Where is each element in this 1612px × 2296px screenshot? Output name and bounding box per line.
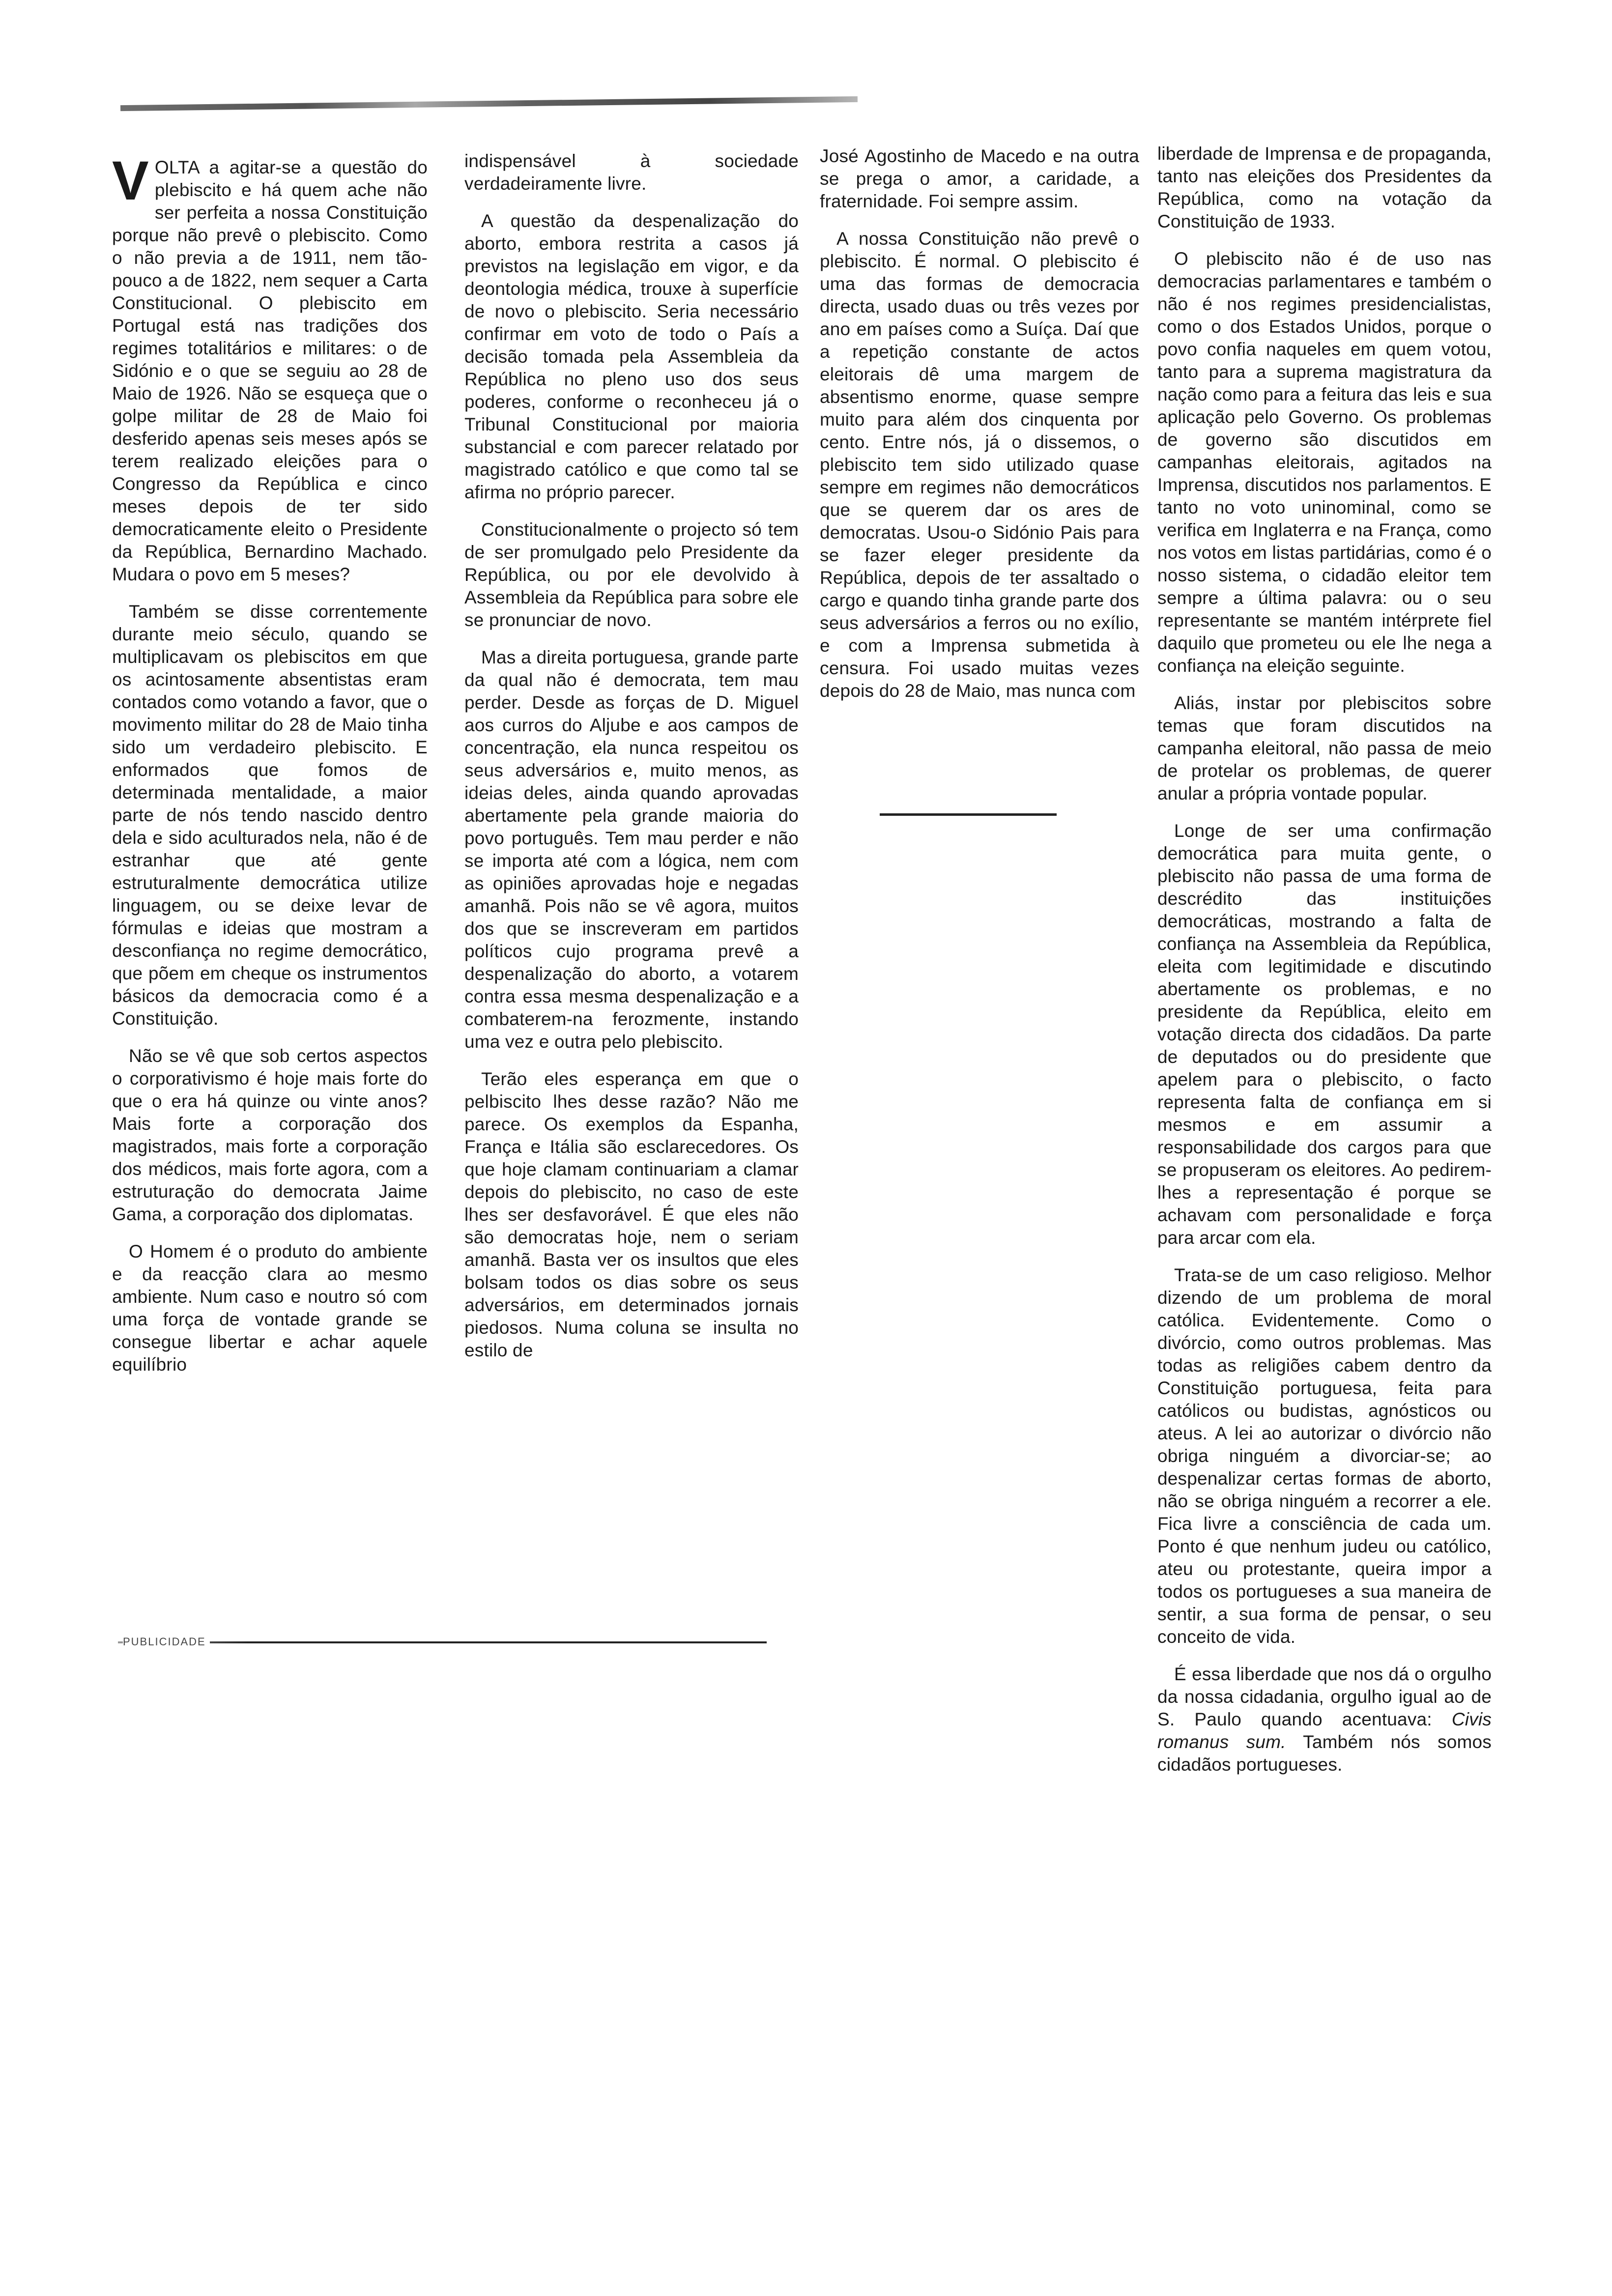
paragraph: Não se vê que sob certos aspectos o corporativismo é hoje mais forte do que o era há quinze ou vinte anos? Mais forte a corporação dos magistrados, mais forte a corporação dos médicos, mais forte agora, com a estruturação do democrata Jaime Gama, a corporação dos diplomatas. (112, 1046, 428, 1224)
article-column-3 (820, 145, 1139, 717)
paragraph-text: OLTA a agitar-se a questão do plebiscito e há quem ache não ser perfeita a nossa Constituição porque não prevê o plebiscito. Como o não previa a de 1911, nem tão-pouco a de 1822, nem sequer a Carta Constitucional. O plebiscito em Portugal está nas tradições dos regimes totalitários e militares: o de Sidónio e o que se seguiu ao 28 de Maio de 1926. Não se esqueça que o golpe militar de 28 de Maio foi desferido apenas seis meses após se terem realizado eleições para o Congresso da República e cinco meses depois de ter sido democraticamente eleito o Presidente da República, Bernardino Machado. Mudara o povo em 5 meses? (112, 157, 428, 584)
latin-quote: Civis romanus sum. (1157, 1709, 1492, 1752)
paragraph: Longe de ser uma confirmação democrática para muita gente, o plebiscito não passa de uma forma de descrédito das instituições democráticas, mostrando a falta de confiança na Assembleia da República, eleita com legitimidade e discutindo abertamente os problemas, e no presidente da República, eleito em votação directa dos cidadãos. Da parte de deputados ou do presidente que apelem para o plebiscito, o facto representa falta de confiança em si mesmos e em assumir a responsabilidade dos cargos para que se propuseram os eleitores. Ao pedirem-lhes a representação é porque se achavam com personalidade e força para arcar com ela. (1157, 821, 1492, 1248)
article-column-1 (112, 150, 428, 1391)
article-column-4 (1157, 143, 1492, 1791)
bottom-rule (118, 1641, 767, 1643)
paragraph (1157, 1663, 1492, 1776)
paragraph: Constitucionalmente o projecto só tem de ser promulgado pelo Presidente da República, ou por ele devolvido à Assembleia da República para sobre ele se pronunciar de novo. (464, 519, 799, 630)
paragraph: Trata-se de um caso religioso. Melhor dizendo de um problema de moral católica. Evidentemente. Como o divórcio, como outros problemas. Mas todas as religiões cabem dentro da Constituição portuguesa, feita para católicos ou budistas, agnósticos ou ateus. A lei ao autorizar o divórcio não obriga ninguém a divorciar-se; ao despenalizar certas formas de aborto, não se obriga ninguém a recorrer a ele. Fica livre a consciência de cada um. Ponto é que nenhum judeu ou católico, ateu ou protestante, queira impor a todos os portugueses a sua maneira de sentir, a sua forma de pensar, o seu conceito de vida. (1157, 1265, 1492, 1647)
paragraph: liberdade de Imprensa e de propaganda, tanto nas eleições dos Presidentes da República, como na votação da Constituição de 1933. (1157, 144, 1492, 231)
paragraph: José Agostinho de Macedo e na outra se prega o amor, a caridade, a fraternidade. Foi sempre assim. (820, 146, 1139, 211)
top-decorative-rule (120, 96, 858, 111)
drop-cap: V (112, 150, 149, 211)
paragraph: Mas a direita portuguesa, grande parte da qual não é democrata, tem mau perder. Desde as forças de D. Miguel aos curros do Aljube e aos campos de concentração, ela nunca respeitou os seus adversários e, muito menos, as ideias deles, ainda quando aprovadas abertamente pela grande maioria do povo português. Tem mau perder e não se importa até com a lógica, nem com as opiniões aprovadas hoje e negadas amanhã. Pois não se vê agora, muitos dos que se inscreveram em partidos políticos cujo programa prevê a despenalização do aborto, a votarem contra essa mesma despenalização e a combaterem-na ferozmente, instando uma vez e outra pelo plebiscito. (464, 647, 799, 1052)
advertising-label: PUBLICIDADE (123, 1636, 210, 1648)
paragraph-text: Também nós somos cidadãos portugueses. (1157, 1732, 1492, 1775)
paragraph-text: É essa liberdade que nos dá o orgulho da nossa cidadania, orgulho igual ao de S. Paulo quando acentuava: (1157, 1664, 1492, 1729)
column-end-rule (880, 813, 1057, 816)
paragraph: indispensável à sociedade verdadeiramente livre. (464, 151, 799, 194)
paragraph: O Homem é o produto do ambiente e da reacção clara ao mesmo ambiente. Num caso e noutro só com uma força de vontade grande se consegue libertar e achar aquele equilíbrio (112, 1241, 428, 1375)
paragraph: Terão eles esperança em que o pelbiscito lhes desse razão? Não me parece. Os exemplos da Espanha, França e Itália são esclarecedores. Os que hoje clamam continuariam a clamar depois do plebiscito, no caso de este lhes ser desfavorável. É que eles não são democratas hoje, nem o seriam amanhã. Basta ver os insultos que eles bolsam todos os dias sobre os seus adversários, em determinados jornais piedosos. Numa coluna se insulta no estilo de (464, 1069, 799, 1360)
paragraph (112, 150, 428, 586)
paragraph: Também se disse correntemente durante meio século, quando se multiplicavam os plebiscitos em que os acintosamente absentistas eram contados como votando a favor, que o movimento militar do 28 de Maio tinha sido um verdadeiro plebiscito. E enformados que fomos de determinada mentalidade, a maior parte de nós tendo nascido dentro dela e sido aculturados nela, não é de estranhar que até gente estruturalmente democrática utilize linguagem, ou se deixe levar de fórmulas e ideias que mostram a desconfiança no regime democrático, que põem em cheque os instrumentos básicos da democracia como é a Constituição. (112, 602, 428, 1029)
paragraph: A questão da despenalização do aborto, embora restrita a casos já previstos na legislação em vigor, e da deontologia médica, trouxe à superfície de novo o plebiscito. Seria necessário confirmar em voto de todo o País a decisão tomada pela Assembleia da República no pleno uso dos seus poderes, conforme o reconheceu já o Tribunal Constitucional por maioria substancial e com parecer relatado por magistrado católico e que como tal se afirma no próprio parecer. (464, 211, 799, 502)
article-column-2 (464, 150, 799, 1377)
paragraph: A nossa Constituição não prevê o plebiscito. É normal. O plebiscito é uma das formas de democracia directa, usado duas ou três vezes por ano em países como a Suíça. Daí que a repetição constante de actos eleitorais dê uma margem de absentismo enorme, quase sempre muito para além dos cinquenta por cento. Entre nós, já o dissemos, o plebiscito tem sido utilizado quase sempre em regimes não democráticos que se querem dar os ares de democratas. Usou-o Sidónio Pais para se fazer eleger presidente da República, depois de ter assaltado o cargo e quando tinha grande parte dos seus adversários a ferros ou no exílio, e com a Imprensa submetida à censura. Foi usado muitas vezes depois do 28 de Maio, mas nunca com (820, 229, 1139, 701)
paragraph: O plebiscito não é de uso nas democracias parlamentares e também o não é nos regimes presidencialistas, como o dos Estados Unidos, porque o povo confia naqueles em quem votou, tanto para a suprema magistratura da nação como para a feitura das leis e sua aplicação pelo Governo. Os problemas de governo são discutidos em campanhas eleitorais, agitados na Imprensa, discutidos nos parlamentos. E tanto no voto uninominal, como se verifica em Inglaterra e na França, como nos votos em listas partidárias, como é o nosso sistema, o cidadão eleitor tem sempre a última palavra: ou o seu representante se mantém intérprete fiel daquilo que prometeu ou ele lhe nega a confiança na eleição seguinte. (1157, 249, 1492, 676)
paragraph: Aliás, instar por plebiscitos sobre temas que foram discutidos na campanha eleitoral, não passa de meio de protelar os problemas, de querer anular a própria vontade popular. (1157, 693, 1492, 804)
